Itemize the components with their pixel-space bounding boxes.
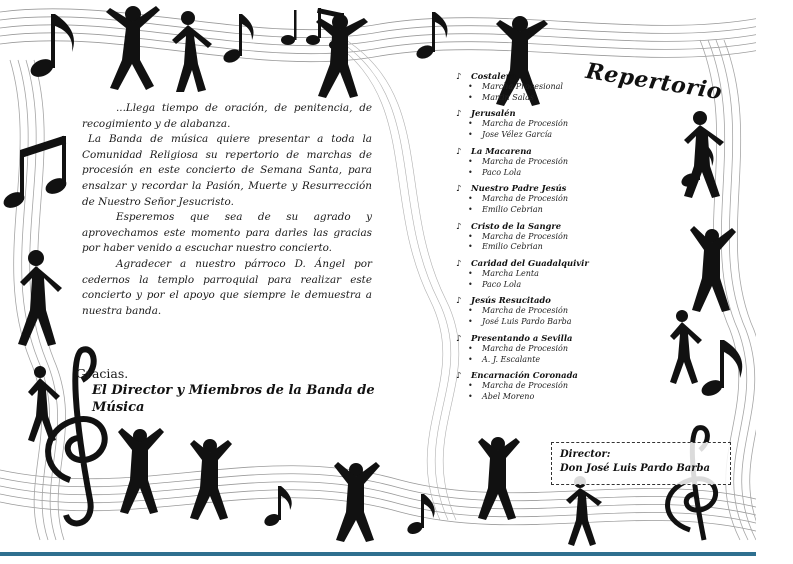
letter-paragraph: Esperemos que sea de su agrado y aprovechamos este momento para darles las gracias por haber venido a escuchar nuestro concierto. xyxy=(82,211,372,255)
piece-type: Marcha Procesional xyxy=(482,82,563,91)
piece-type: Marcha Lenta xyxy=(482,269,539,279)
eighth-note-icon: ♪ xyxy=(456,370,462,381)
list-item: ♪ Cristo de la Sangre • Marcha de Procesión • Emilio Cebrian xyxy=(456,220,568,252)
piece-type: Marcha de Procesión xyxy=(482,381,568,391)
piece-type: Marcha de Procesión xyxy=(482,231,568,241)
list-item: ♪ Jesús Resucitado • Marcha de Procesión • José Luis Pardo Barba xyxy=(456,295,572,327)
list-item: ♪ La Macarena • Marcha de Procesión • Paco Lola xyxy=(456,145,568,177)
piece-title: Encarnación Coronada xyxy=(471,370,578,381)
piece-composer: José Luis Pardo Barba xyxy=(482,317,572,327)
piece-composer: A. J. Escalante xyxy=(482,354,541,364)
piece-title: Nuestro Padre Jesús xyxy=(471,183,567,194)
piece-type: Marcha de Procesión xyxy=(482,194,568,204)
eighth-note-icon: ♪ xyxy=(456,295,462,306)
eighth-note-icon: ♪ xyxy=(456,332,462,343)
right-margin xyxy=(756,0,793,564)
piece-title: Costalero xyxy=(471,71,516,81)
piece-type: Marcha de Procesión xyxy=(482,119,568,129)
piece-composer: Emilio Cebrian xyxy=(482,204,543,214)
letter-paragraph: Agradecer a nuestro párroco D. Ángel por cedernos la templo parroquial para realizar este concierto y por el apoyo que siempre le demuestra a nuestra banda. xyxy=(82,257,372,317)
piece-composer: Emilio Cebrian xyxy=(482,242,543,252)
list-item: ♪ Costalero • Marcha Procesional • Martin Salas xyxy=(456,71,563,102)
list-item: ♪ Jerusalén • Marcha de Procesión • Jose Vélez García xyxy=(456,108,568,140)
list-item: ♪ Nuestro Padre Jesús • Marcha de Procesión • Emilio Cebrian xyxy=(456,183,568,214)
piece-type: Marcha de Procesión xyxy=(482,343,568,353)
piece-composer: Paco Lola xyxy=(482,167,522,177)
list-item: ♪ Presentando a Sevilla • Marcha de Procesión • A. J. Escalante xyxy=(456,332,573,364)
piece-title: Jesús Resucitado xyxy=(471,295,551,306)
eighth-note-icon: ♪ xyxy=(456,183,462,194)
piece-type: Marcha de Procesión xyxy=(482,306,568,316)
piece-composer: Martin Salas xyxy=(482,92,534,102)
repertoire-title: Repertorio xyxy=(583,58,725,106)
repertoire-list xyxy=(456,71,626,408)
welcome-letter xyxy=(82,101,372,319)
eighth-note-icon: ♪ xyxy=(456,220,462,231)
piece-composer: Jose Vélez García xyxy=(482,130,553,140)
director-box xyxy=(551,442,731,485)
piece-composer: Abel Moreno xyxy=(482,391,535,401)
director-name: Don José Luis Pardo Barba xyxy=(560,463,710,474)
closing-thanks: Gracias. xyxy=(76,366,129,381)
piece-title: Caridad del Guadalquivir xyxy=(471,258,589,269)
eighth-note-icon: ♪ xyxy=(456,71,462,81)
letter-paragraph: ...Llega tiempo de oración, de penitencia, de recogimiento y de alabanza. xyxy=(82,102,372,130)
bottom-divider xyxy=(0,552,760,556)
list-item: ♪ Encarnación Coronada • Marcha de Procesión • Abel Moreno xyxy=(456,370,578,401)
piece-title: La Macarena xyxy=(471,145,532,156)
letter-paragraph: La Banda de música quiere presentar a toda la Comunidad Religiosa su repertorio de marchas de procesión en este concierto de Semana Santa, para ensalzar y recordar la Pasión, Muerte y Resurrección de Nuestro Señor Jesucristo. xyxy=(82,133,372,208)
piece-title: Jerusalén xyxy=(471,108,516,119)
list-item: ♪ Caridad del Guadalquivir • Marcha Lenta • Paco Lola xyxy=(456,258,589,289)
eighth-note-icon: ♪ xyxy=(456,258,462,269)
signature: El Director y Miembros de la Banda de Música xyxy=(92,383,375,415)
piece-composer: Paco Lola xyxy=(482,279,522,289)
eighth-note-icon: ♪ xyxy=(456,145,462,156)
piece-title: Presentando a Sevilla xyxy=(471,332,573,343)
piece-type: Marcha de Procesión xyxy=(482,156,568,166)
piece-title: Cristo de la Sangre xyxy=(471,220,562,231)
eighth-note-icon: ♪ xyxy=(456,108,462,119)
director-label: Director: xyxy=(560,449,611,460)
